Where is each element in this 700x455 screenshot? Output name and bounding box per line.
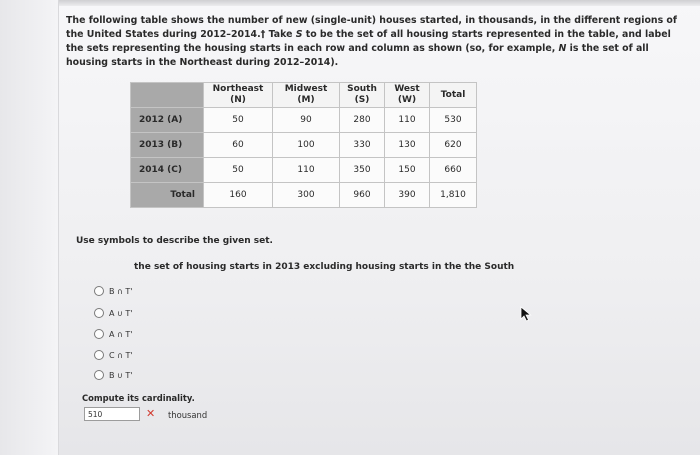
mouse-pointer-icon (520, 306, 534, 322)
column-header-symbol: (S) (354, 95, 370, 105)
table-cell: 330 (340, 133, 385, 158)
cardinality-input[interactable] (84, 407, 140, 421)
table-cell: 160 (204, 183, 273, 208)
column-header-total (430, 83, 477, 108)
answer-option-label: A ∪ T' (109, 308, 133, 318)
table-cell: 530 (430, 108, 477, 133)
table-cell: 100 (273, 133, 340, 158)
answer-option-label: B ∩ T' (109, 286, 133, 296)
column-header-name: West (394, 84, 420, 94)
column-header-northeast (204, 83, 273, 108)
radio-button[interactable] (94, 350, 104, 360)
table-corner-cell (131, 83, 204, 108)
column-header-symbol: (N) (230, 95, 246, 105)
row-header: 2012 (A) (131, 108, 204, 133)
window-left-margin (0, 0, 59, 455)
table-row (131, 108, 477, 133)
column-header-midwest (273, 83, 340, 108)
table-cell: 130 (385, 133, 430, 158)
answer-option-label: A ∩ T' (109, 329, 133, 339)
table-cell: 620 (430, 133, 477, 158)
column-header-name: Midwest (284, 84, 328, 94)
table-row-total (131, 183, 477, 208)
column-header-name: Total (440, 89, 466, 100)
table-cell: 390 (385, 183, 430, 208)
question-prompt: Use symbols to describe the given set. (76, 236, 273, 246)
table-row (131, 158, 477, 183)
table-cell: 300 (273, 183, 340, 208)
radio-button[interactable] (94, 286, 104, 296)
row-header: 2013 (B) (131, 133, 204, 158)
intro-text-2: to be the set of all housing starts represented in the table, and label the sets representing the housing starts in each row and column as shown (so, for example, (66, 29, 671, 54)
answer-option-label: C ∩ T' (109, 350, 133, 360)
column-header-symbol: (W) (397, 95, 417, 105)
answer-option[interactable] (94, 327, 133, 341)
table-cell: 280 (340, 108, 385, 133)
housing-starts-table (130, 82, 477, 208)
set-s-symbol: S (295, 29, 303, 40)
answer-option[interactable] (94, 306, 133, 320)
table-cell: 660 (430, 158, 477, 183)
table-row (131, 133, 477, 158)
radio-button[interactable] (94, 370, 104, 380)
radio-button[interactable] (94, 308, 104, 318)
table-cell: 960 (340, 183, 385, 208)
table-cell: 1,810 (430, 183, 477, 208)
cardinality-label: Compute its cardinality. (82, 393, 195, 403)
set-n-symbol: N (558, 43, 567, 54)
intro-text-3: is the set of all housing starts in the Northeast during 2012–2014). (66, 43, 649, 68)
answer-option[interactable] (94, 348, 133, 362)
x-mark-icon: ✕ (146, 407, 156, 420)
row-header: Total (131, 183, 204, 208)
table-cell: 150 (385, 158, 430, 183)
column-header-south (340, 83, 385, 108)
column-header-name: South (347, 84, 377, 94)
table-cell: 90 (273, 108, 340, 133)
intro-text-1: The following table shows the number of new (single-unit) houses started, in thousands, in the different regions of the United States during 2012–2014.† Take (66, 15, 677, 40)
unit-label: thousand (168, 410, 208, 420)
table-cell: 60 (204, 133, 273, 158)
answer-option[interactable] (94, 284, 133, 298)
radio-button[interactable] (94, 329, 104, 339)
table-cell: 110 (385, 108, 430, 133)
table-cell: 50 (204, 108, 273, 133)
table-header-row (131, 83, 477, 108)
answer-option[interactable] (94, 368, 133, 382)
column-header-symbol: (M) (297, 95, 315, 105)
column-header-west (385, 83, 430, 108)
column-header-name: Northeast (212, 84, 264, 94)
question-content (58, 6, 700, 455)
table-cell: 350 (340, 158, 385, 183)
row-header: 2014 (C) (131, 158, 204, 183)
set-description: the set of housing starts in 2013 excluding housing starts in the the South (134, 262, 515, 272)
problem-statement (66, 14, 686, 70)
table-cell: 110 (273, 158, 340, 183)
table-cell: 50 (204, 158, 273, 183)
answer-option-label: B ∪ T' (109, 370, 133, 380)
